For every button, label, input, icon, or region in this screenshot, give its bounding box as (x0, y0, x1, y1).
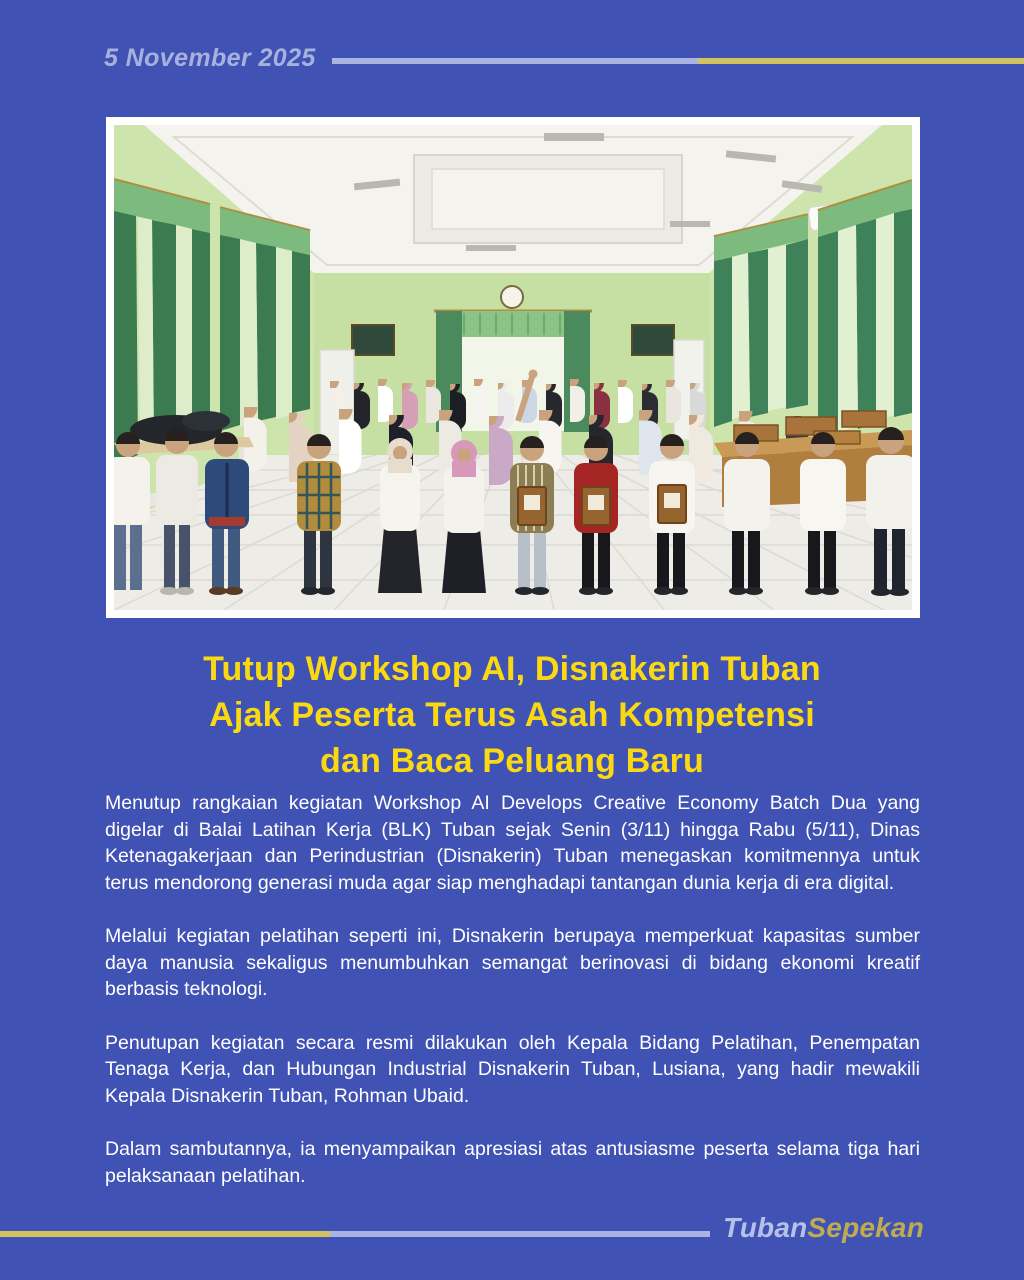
footer-divider-line (0, 1231, 710, 1237)
group-photo (114, 125, 912, 610)
footer-line-gold-segment (0, 1231, 330, 1237)
brand-tuban: Tuban (722, 1212, 808, 1243)
post-date: 5 November 2025 (104, 44, 316, 72)
headline-line-3: dan Baca Peluang Baru (320, 742, 704, 780)
header-divider-line (332, 58, 1024, 64)
brand-logo (723, 1212, 924, 1244)
paragraph-2: Melalui kegiatan pelatihan seperti ini, Disnakerin berupaya memperkuat kapasitas sumber daya manusia sekaligus menumbuhkan semangat berinovasi di bidang ekonomi kreatif berbasis teknologi. (105, 925, 920, 1000)
header-line-lavender-segment (332, 58, 698, 64)
paragraph-1: Menutup rangkaian kegiatan Workshop AI Develops Creative Economy Batch Dua yang digelar di Balai Latihan Kerja (BLK) Tuban sejak Senin (3/11) hingga Rabu (5/11), Dinas Ketenagakerjaan dan Perindustrian (Disnakerin) Tuban menegaskan komitmennya untuk terus mendorong generasi muda agar siap menghadapi tantangan dunia kerja di era digital. (105, 792, 920, 894)
headline-line-1: Tutup Workshop AI, Disnakerin Tuban (203, 650, 821, 688)
headline (0, 646, 1024, 784)
footer-line-lavender-segment (330, 1231, 710, 1237)
paragraph-3: Penutupan kegiatan secara resmi dilakukan oleh Kepala Bidang Pelatihan, Penempatan Tenaga Kerja, dan Hubungan Industrial Disnakerin Tuban, Lusiana, yang hadir mewakili Kepala Disnakerin Tuban, Rohman Ubaid. (105, 1031, 920, 1107)
brand-sepekan: Sepekan (807, 1212, 924, 1243)
header-line-gold-segment (698, 58, 1024, 64)
article-body (105, 790, 920, 1216)
photo-frame (106, 117, 920, 618)
paragraph-4: Dalam sambutannya, ia menyampaikan apresiasi atas antusiasme peserta selama tiga hari pelaksanaan pelatihan. (105, 1138, 920, 1187)
headline-line-2: Ajak Peserta Terus Asah Kompetensi (209, 696, 815, 734)
